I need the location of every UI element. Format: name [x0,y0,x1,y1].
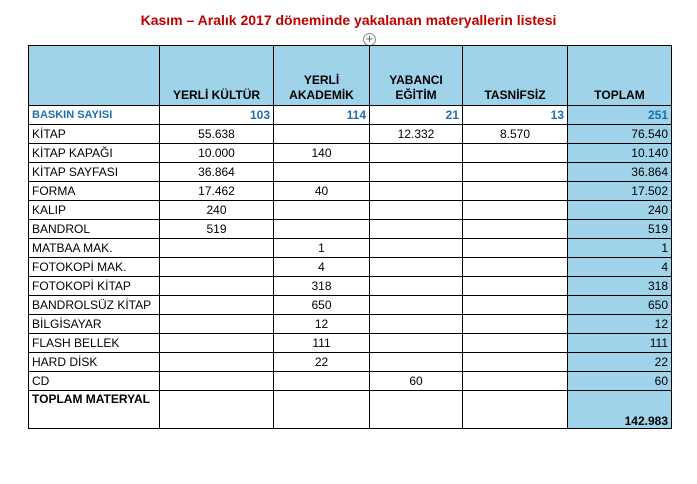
table-row [29,277,672,296]
value-cell [370,182,463,201]
value-cell [274,220,370,239]
value-cell: 318 [274,277,370,296]
total-cell: 22 [568,353,672,372]
total-cell: 650 [568,296,672,315]
table-row [29,182,672,201]
value-cell: 17.462 [160,182,274,201]
value-cell [274,201,370,220]
value-cell [370,144,463,163]
value-cell [370,201,463,220]
value-cell [160,372,274,391]
value-cell [160,391,274,429]
value-cell [370,391,463,429]
value-cell: 140 [274,144,370,163]
value-cell: 13 [463,106,568,125]
row-label: FOTOKOPİ KİTAP [29,277,160,296]
document-title: Kasım – Aralık 2017 döneminde yakalanan materyallerin listesi [140,12,557,28]
value-cell: 10.000 [160,144,274,163]
value-cell [370,163,463,182]
total-cell: 251 [568,106,672,125]
total-cell: 4 [568,258,672,277]
value-cell: 55.638 [160,125,274,144]
table-row [29,258,672,277]
total-cell: 111 [568,334,672,353]
value-cell: 12 [274,315,370,334]
total-cell: 60 [568,372,672,391]
table-row [29,353,672,372]
value-cell [370,353,463,372]
value-cell: 40 [274,182,370,201]
header-cell: YABANCI EĞİTİM [370,46,463,106]
total-cell: 36.864 [568,163,672,182]
row-label: KİTAP [29,125,160,144]
row-label: FOTOKOPİ MAK. [29,258,160,277]
value-cell [370,220,463,239]
value-cell [160,315,274,334]
value-cell [463,296,568,315]
row-label: KİTAP SAYFASI [29,163,160,182]
row-label: BANDROL [29,220,160,239]
value-cell: 103 [160,106,274,125]
header-cell: YERLİ AKADEMİK [274,46,370,106]
total-cell: 1 [568,239,672,258]
value-cell [463,353,568,372]
value-cell [370,334,463,353]
table-row [29,163,672,182]
value-cell [370,315,463,334]
value-cell [370,277,463,296]
value-cell [274,125,370,144]
value-cell [463,163,568,182]
table-row [29,296,672,315]
value-cell [160,353,274,372]
value-cell: 36.864 [160,163,274,182]
header-cell-empty [29,46,160,106]
total-cell: 318 [568,277,672,296]
table-row [29,315,672,334]
value-cell [160,258,274,277]
value-cell: 4 [274,258,370,277]
row-label: HARD DİSK [29,353,160,372]
value-cell: 240 [160,201,274,220]
value-cell [274,372,370,391]
header-cell: TASNİFSİZ [463,46,568,106]
value-cell [160,296,274,315]
value-cell [463,277,568,296]
value-cell [274,163,370,182]
total-row [29,391,672,429]
table-row [29,239,672,258]
value-cell [160,277,274,296]
total-cell: 10.140 [568,144,672,163]
row-label: TOPLAM MATERYAL [29,391,160,429]
total-cell: 12 [568,315,672,334]
value-cell: 12.332 [370,125,463,144]
value-cell [160,334,274,353]
value-cell [463,372,568,391]
table-row [29,334,672,353]
total-cell: 519 [568,220,672,239]
value-cell: 111 [274,334,370,353]
value-cell [463,201,568,220]
table-row [29,144,672,163]
row-label: FLASH BELLEK [29,334,160,353]
table-body [29,106,672,429]
value-cell: 114 [274,106,370,125]
row-label: KİTAP KAPAĞI [29,144,160,163]
value-cell [463,258,568,277]
row-label: BİLGİSAYAR [29,315,160,334]
table-row [29,201,672,220]
value-cell: 8.570 [463,125,568,144]
value-cell [370,239,463,258]
value-cell [463,220,568,239]
baskin-row [29,106,672,125]
row-label: CD [29,372,160,391]
table-row [29,125,672,144]
total-cell: 240 [568,201,672,220]
value-cell [463,239,568,258]
value-cell: 519 [160,220,274,239]
table-row [29,220,672,239]
materials-table [28,45,672,429]
row-label: BASKIN SAYISI [29,106,160,125]
value-cell [274,391,370,429]
table-row [29,372,672,391]
table-header-row [29,46,672,106]
row-label: MATBAA MAK. [29,239,160,258]
value-cell [463,334,568,353]
value-cell [370,258,463,277]
value-cell [463,391,568,429]
value-cell [160,239,274,258]
header-cell: YERLİ KÜLTÜR [160,46,274,106]
total-cell: 17.502 [568,182,672,201]
value-cell [463,144,568,163]
row-label: FORMA [29,182,160,201]
value-cell: 22 [274,353,370,372]
value-cell: 1 [274,239,370,258]
value-cell: 60 [370,372,463,391]
value-cell: 650 [274,296,370,315]
total-cell: 142.983 [568,391,672,429]
value-cell [370,296,463,315]
value-cell [463,182,568,201]
table-move-handle-icon[interactable]: + [363,33,376,46]
value-cell [463,315,568,334]
row-label: BANDROLSÜZ KİTAP [29,296,160,315]
total-cell: 76.540 [568,125,672,144]
value-cell: 21 [370,106,463,125]
header-cell: TOPLAM [568,46,672,106]
row-label: KALIP [29,201,160,220]
